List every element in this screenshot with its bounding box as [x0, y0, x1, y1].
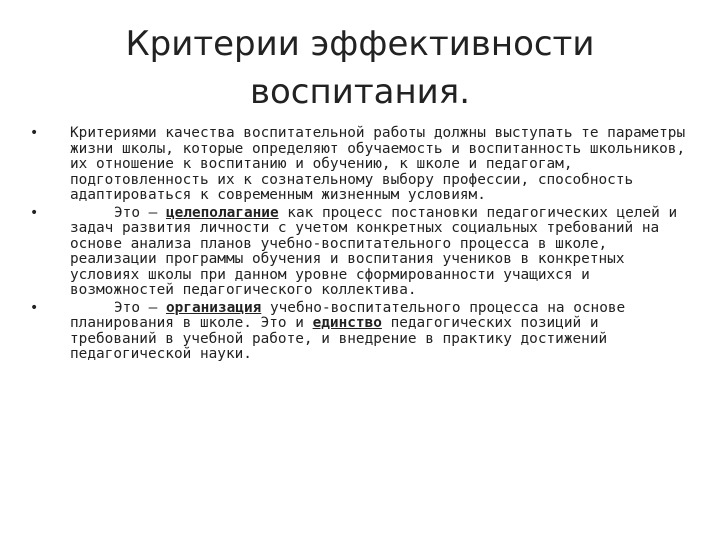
bullet-item-1 — [30, 126, 690, 204]
bullet-icon: • — [30, 204, 39, 221]
bullet-icon: • — [30, 299, 39, 316]
term-unity: единство — [312, 315, 382, 331]
slide-title: Критерии эффективности воспитания. — [125, 24, 595, 112]
term-goal-setting: целеполагание — [165, 204, 279, 221]
bullet-text-prefix: Это – — [114, 299, 166, 316]
bullet-text-middle: учебно-воспитательного процесса на основе планирования в школе. Это и — [70, 299, 626, 331]
bullet-text: как процесс постановки педагогических целей и задач развития личности с учетом конкретных социальных требований на основе анализа планов учебно-воспитательного процесса в школе, реализации программы обучения и воспитания учеников в конкретных условиях школы при данном уровне сформированности учащихся и возможностей педагогического коллектива. — [70, 204, 678, 298]
bullet-icon: • — [30, 125, 39, 141]
bullet-item-2 — [30, 206, 690, 299]
bullet-list — [30, 126, 690, 365]
bullet-text: педагогических позиций и требований в учебной работе, и внедрение в практику достижений педагогической науки. — [70, 315, 608, 362]
bullet-item-3 — [30, 301, 690, 363]
bullet-text: Критериями качества воспитательной работы должны выступать те параметры жизни школы, которые определяют обучаемость и воспитанность школьников, их отношение к воспитанию и обучению, к школе и педагогам, подготовленность их к сознательному выбору профессии, способность адаптироваться к современным жизненным условиям. — [70, 125, 686, 203]
bullet-text-prefix: Это – — [114, 204, 166, 221]
term-organization: организация — [165, 299, 262, 316]
